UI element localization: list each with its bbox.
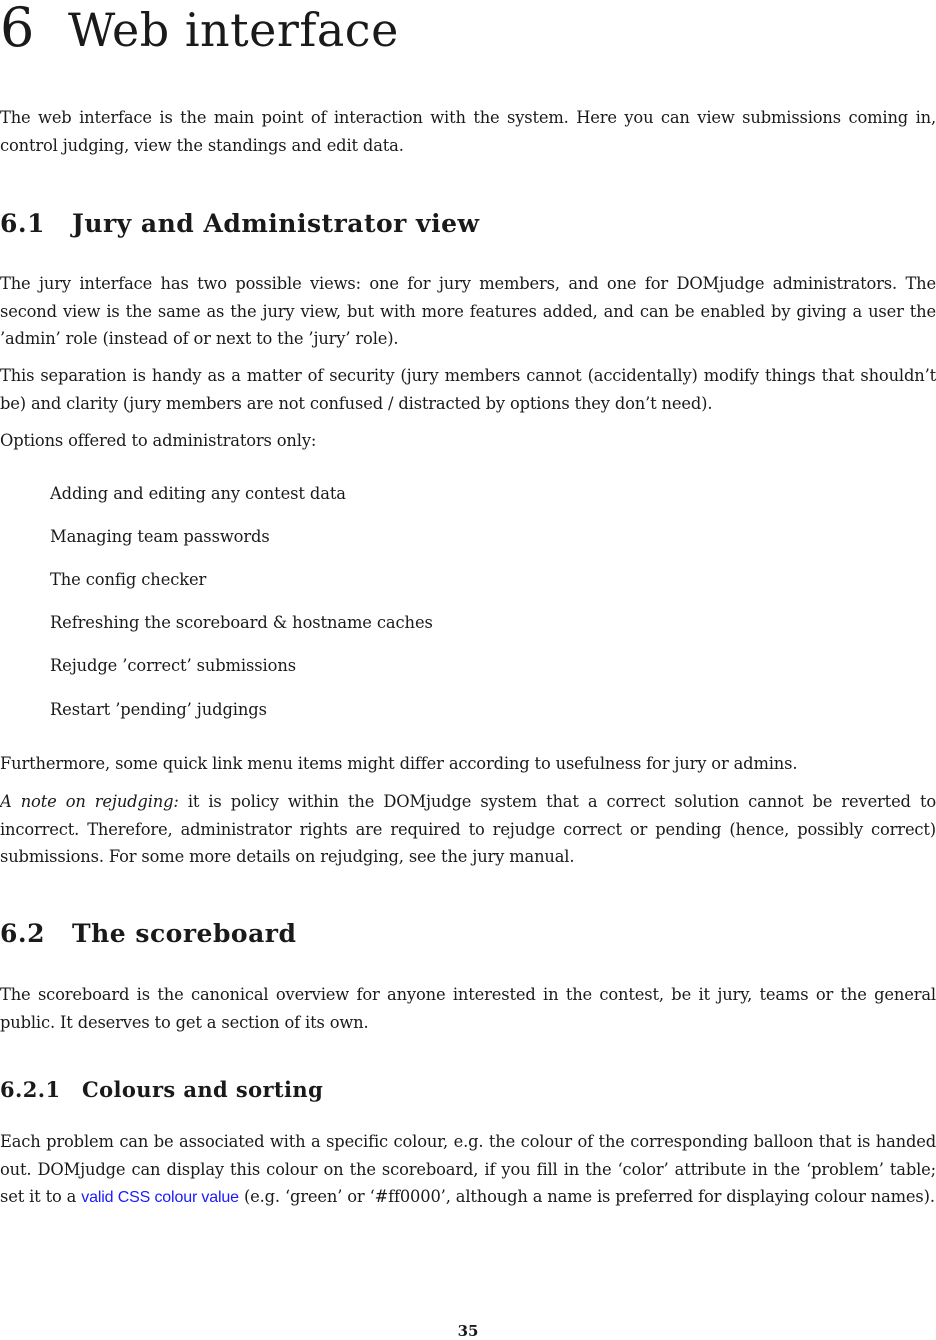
list-item: Restart ’pending’ judgings (50, 700, 267, 719)
section-heading-6-2 (0, 917, 296, 951)
colours-text-end: (e.g. ‘green’ or ‘#ff0000’, although a name is preferred for displaying colour names). (238, 1187, 935, 1206)
section-number: 6.1 (0, 209, 45, 238)
subsection-title: Colours and sorting (82, 1077, 324, 1102)
chapter-title: Web interface (68, 3, 399, 57)
section-title: Jury and Administrator view (72, 209, 480, 238)
admin-options-intro: Options offered to administrators only: (0, 431, 317, 450)
subsection-heading-6-2-1 (0, 1075, 323, 1105)
separation-paragraph: This separation is handy as a matter of security (jury members cannot (accidentally) modify things that shouldn’t be) and clarity (jury members are not confused / distracted by options they don’t need). (0, 366, 936, 413)
rejudging-note-body: it is policy within the DOMjudge system that a correct solution cannot be reverted to incorrect. Therefore, administrator rights are required to rejudge correct or pending (hence, possibly correct) submissions. For some more details on rejudging, see the jury manual. (0, 792, 936, 866)
intro-paragraph: The web interface is the main point of interaction with the system. Here you can view submissions coming in, control judging, view the standings and edit data. (0, 108, 936, 155)
quick-link-paragraph: Furthermore, some quick link menu items might differ according to usefulness for jury or admins. (0, 754, 798, 773)
list-item: Refreshing the scoreboard & hostname caches (50, 613, 433, 632)
colours-text-start: Each problem can be associated with a specific colour, e.g. the colour of the corresponding balloon that is handed out. DOMjudge can display this colour on the scoreboard, if you fill in the ‘color’ attribute in the ‘problem’ table; set it to a (0, 1132, 936, 1206)
css-colour-link[interactable]: valid CSS colour value (81, 1189, 239, 1206)
rejudging-note-paragraph (0, 788, 936, 871)
chapter-number: 6 (0, 0, 35, 59)
section-heading-6-1 (0, 207, 480, 241)
page-number: 35 (457, 1322, 479, 1340)
list-item: Adding and editing any contest data (50, 484, 346, 503)
list-item: Managing team passwords (50, 527, 270, 546)
subsection-number: 6.2.1 (0, 1077, 61, 1102)
list-item: The config checker (50, 570, 207, 589)
scoreboard-paragraph: The scoreboard is the canonical overview for anyone interested in the contest, be it jury, teams or the general public. It deserves to get a section of its own. (0, 985, 936, 1032)
list-item: Rejudge ’correct’ submissions (50, 656, 296, 675)
section-number: 6.2 (0, 919, 45, 948)
colours-paragraph (0, 1128, 936, 1212)
rejudging-note-lead: A note on rejudging: (0, 792, 179, 811)
jury-views-paragraph: The jury interface has two possible views: one for jury members, and one for DOMjudge administrators. The second view is the same as the jury view, but with more features added, and can be enabled by giving a user the ’admin’ role (instead of or next to the ’jury’ role). (0, 274, 936, 348)
chapter-heading (0, 0, 399, 62)
section-title: The scoreboard (72, 919, 297, 948)
